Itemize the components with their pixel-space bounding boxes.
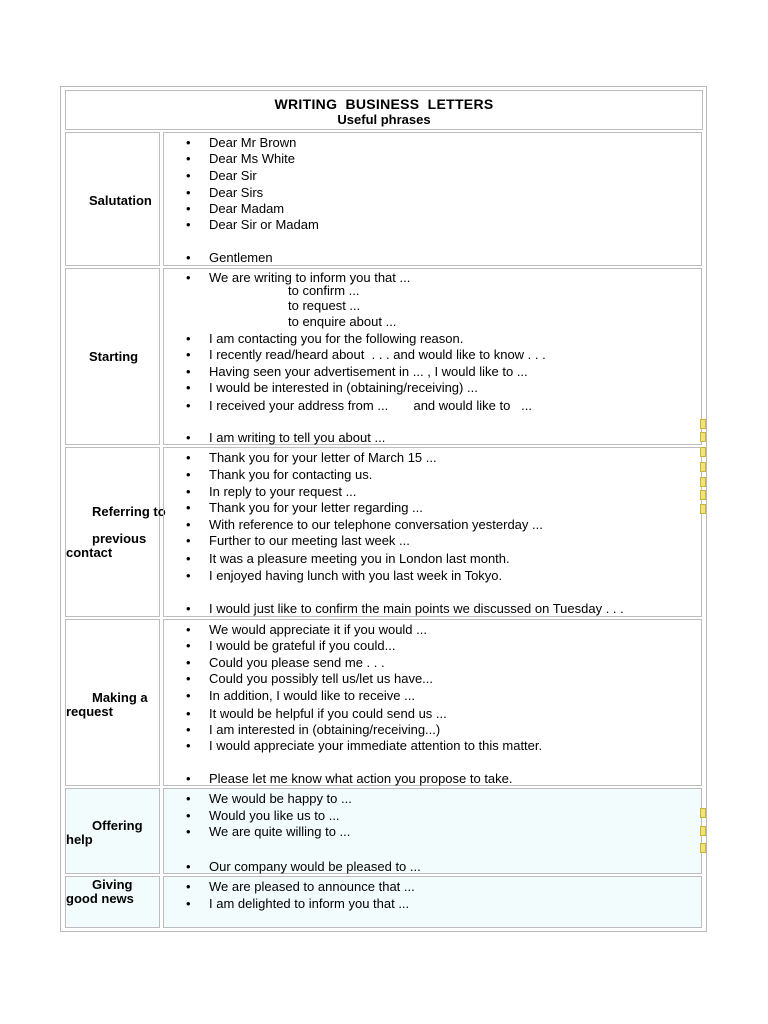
section-label (65, 788, 160, 874)
section-request (62, 619, 704, 786)
label-text: Referring to (92, 504, 166, 519)
label-text: Salutation (89, 193, 152, 208)
section-good-news (62, 876, 704, 928)
marker-icon (700, 447, 706, 457)
phrase-list: • We are pleased to announce that ... • I am delighted to inform you that ... (163, 876, 702, 928)
section-label (65, 268, 160, 445)
section-label (65, 132, 160, 266)
marker-icon (700, 504, 706, 514)
marker-icon (700, 477, 706, 487)
phrase-list: • We would be happy to ... • Would you like us to ... • We are quite willing to ... • Our company would be pleased to ... (163, 788, 702, 874)
continuation-text: to confirm ... (288, 283, 360, 298)
document-subtitle: Useful phrases (337, 112, 431, 127)
continuation-text: to enquire about ... (288, 314, 397, 329)
label-text: request (66, 704, 113, 719)
label-text: good news (66, 891, 134, 906)
label-text: contact (66, 545, 113, 560)
section-label (65, 447, 166, 617)
label-text: Giving (92, 877, 133, 892)
marker-icon (700, 490, 706, 500)
document-title: WRITING BUSINESS LETTERS (274, 96, 494, 112)
section-offering (62, 788, 704, 874)
section-label (65, 619, 160, 786)
label-text: Making a (92, 690, 148, 705)
section-label (65, 876, 160, 928)
phrase-list: • Thank you for your letter of March 15 ... • Thank you for contacting us. • In reply to your request ... • Thank you for your letter regarding ... • With reference to our telephone conversation yesterday ... • Further to our meeting last week ... • It was a pleasure meeting you in London last month. • I enjoyed having lunch with you last week in Tokyo. • I would just like to confirm the main points we discussed on Tuesday . . . (163, 447, 702, 617)
marker-icon (700, 462, 706, 472)
table-header (65, 90, 703, 130)
marker-icon (700, 843, 706, 853)
continuation-text: to request ... (288, 298, 361, 313)
label-text: Offering (92, 818, 143, 833)
marker-icon (700, 432, 706, 442)
label-text: help (66, 832, 93, 847)
label-text: Starting (89, 349, 139, 364)
label-text: previous (92, 531, 147, 546)
phrase-list: • Dear Mr Brown • Dear Ms White • Dear Sir • Dear Sirs • Dear Madam • Dear Sir or Madam • Gentlemen (163, 132, 702, 266)
marker-icon (700, 826, 706, 836)
phrase-list: • We would appreciate it if you would ... • I would be grateful if you could... • Could you please send me . . . • Could you possibly tell us/let us have... • In addition, I would like to receive ... • It would be helpful if you could send us ... • I am interested in (obtaining/receiving...) • I would appreciate your immediate attention to this matter. • Please let me know what action you propose to take. (163, 619, 702, 786)
section-salutation (62, 132, 704, 266)
section-referring (62, 447, 704, 617)
section-starting (62, 268, 704, 445)
marker-icon (700, 419, 706, 429)
phrase-list: • We are writing to inform you that ... to confirm ... to request ... to enquire about ... • I am contacting you for the following reason. • I recently read/heard about . . . and would like to know . . . • Having seen your advertisement in ... , I would like to ... • I would be interested in (obtaining/receiving) ... • I received your address from ... and would like to ... • I am writing to tell you about ... (163, 268, 702, 445)
marker-icon (700, 808, 706, 818)
